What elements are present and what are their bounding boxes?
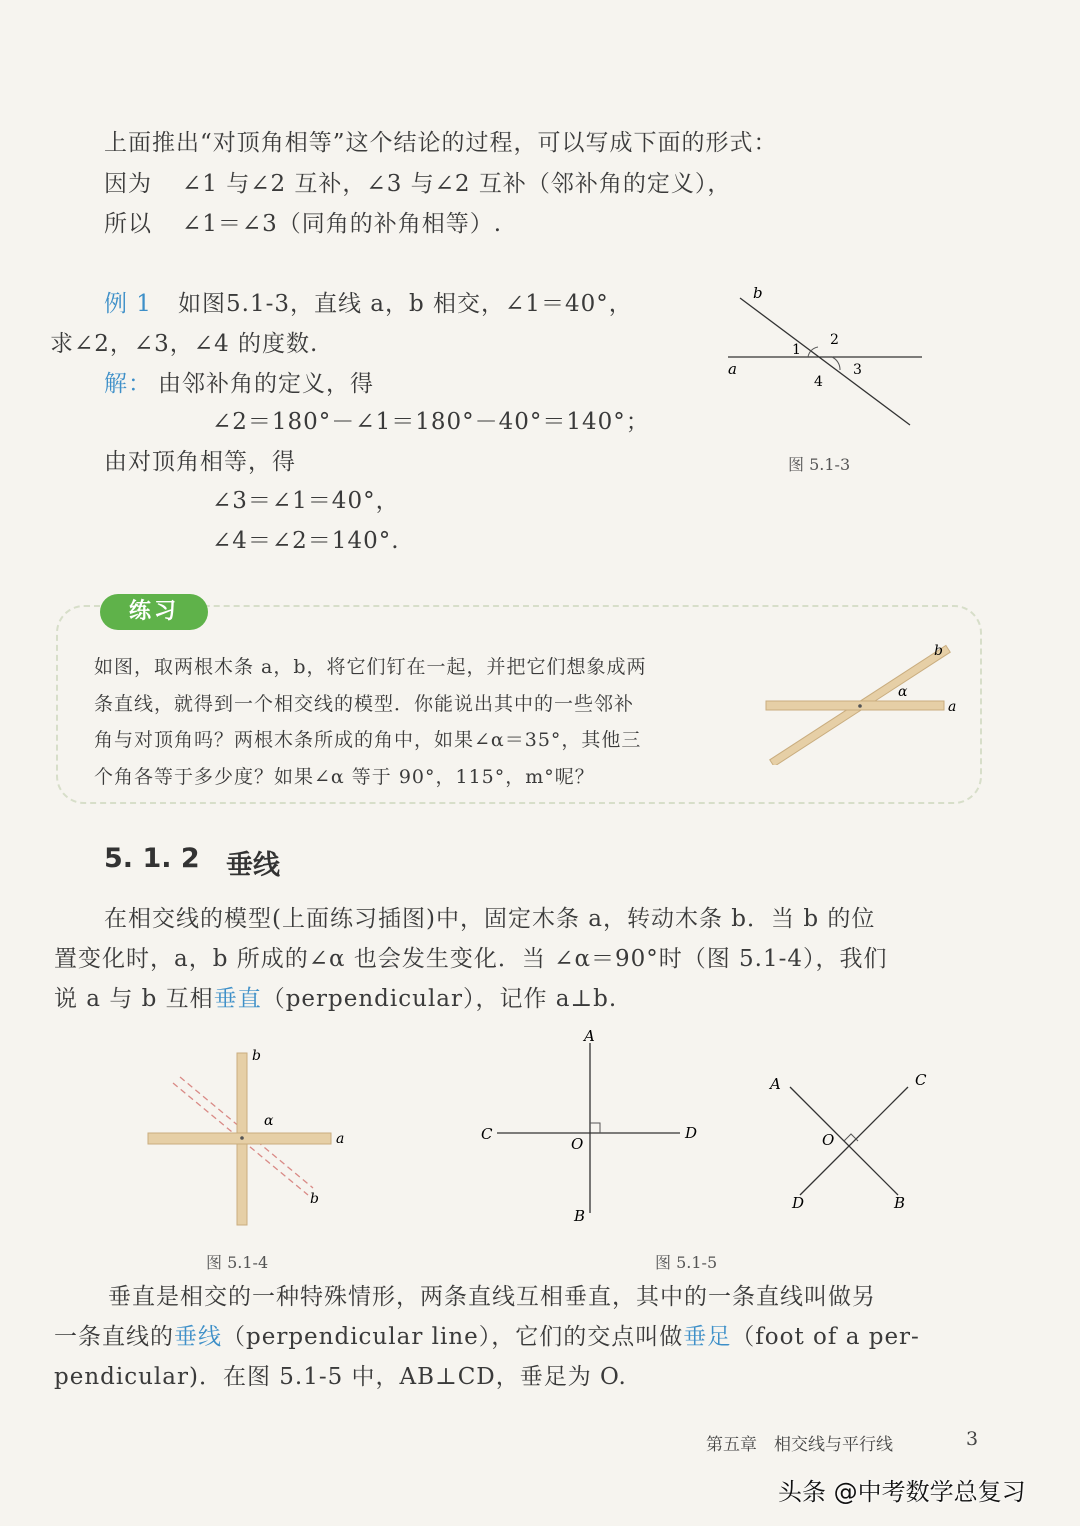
- para1-line-2: 置变化时，a，b 所成的∠α 也会发生变化．当 ∠α＝90°时（图 5.1-4），我们: [54, 946, 888, 972]
- wood-stick-a: [766, 701, 944, 710]
- label-b: b: [753, 284, 763, 302]
- practice-figure: [760, 640, 970, 765]
- label-alpha: α: [264, 1113, 274, 1129]
- figure-5-1-4: [140, 1045, 360, 1230]
- label-O: O: [822, 1131, 835, 1149]
- intro-because-label: 因为: [104, 171, 152, 197]
- para1-line-3-pre: 说 a 与 b 互相: [54, 986, 214, 1012]
- example-line-1: 如图5.1-3，直线 a，b 相交，∠1＝40°，: [178, 291, 633, 317]
- term-perpendicular: 垂直: [213, 986, 262, 1012]
- label-3: 3: [853, 362, 862, 378]
- label-1: 1: [792, 342, 801, 358]
- figure-5-1-3: [720, 280, 940, 430]
- label-b-top: b: [252, 1048, 261, 1064]
- para2-line-3: pendicular)．在图 5.1-5 中，AB⊥CD，垂足为 O.: [54, 1364, 627, 1390]
- figure-5-1-5-left: [475, 1025, 705, 1225]
- section-title: 垂线: [226, 850, 280, 881]
- label-4: 4: [814, 374, 823, 390]
- practice-line-1: 如图，取两根木条 a，b，将它们钉在一起，并把它们想象成两: [94, 656, 647, 678]
- nail-point: [240, 1136, 244, 1140]
- para1-line-1: 在相交线的模型(上面练习插图)中，固定木条 a，转动木条 b．当 b 的位: [104, 906, 876, 932]
- para2-line-2-post: （foot of a per-: [731, 1324, 920, 1350]
- para2-line-2-pre: 一条直线的: [54, 1324, 174, 1350]
- label-A: A: [584, 1027, 595, 1045]
- para1-line-3-post: （perpendicular），记作 a⊥b.: [261, 986, 618, 1012]
- line-CD: [800, 1087, 908, 1195]
- line-b: [740, 298, 910, 425]
- label-2: 2: [830, 332, 839, 348]
- label-A: A: [770, 1075, 781, 1093]
- intro-therefore-text: ∠1＝∠3（同角的补角相等）.: [182, 211, 503, 237]
- figure-5-1-3-caption: 图 5.1-3: [788, 455, 851, 474]
- label-a: a: [336, 1131, 345, 1147]
- practice-line-2: 条直线，就得到一个相交线的模型．你能说出其中的一些邻补: [94, 693, 635, 715]
- right-angle-mark: [590, 1123, 600, 1133]
- label-B: B: [574, 1207, 586, 1225]
- solution-line-1: 由邻补角的定义，得: [158, 371, 374, 397]
- solution-line-2: ∠2＝180°－∠1＝180°－40°＝140°；: [212, 409, 650, 435]
- watermark: 头条 @中考数学总复习: [778, 1478, 1026, 1506]
- label-D: D: [792, 1194, 805, 1212]
- label-D: D: [685, 1124, 698, 1142]
- label-B: B: [894, 1194, 906, 1212]
- label-O: O: [571, 1135, 584, 1153]
- label-b: b: [934, 643, 943, 659]
- intro-therefore-label: 所以: [104, 211, 152, 237]
- solution-line-4: ∠3＝∠1＝40°，: [212, 488, 400, 514]
- page-number: 3: [966, 1428, 979, 1450]
- figure-5-1-5-caption: 图 5.1-5: [655, 1253, 718, 1272]
- label-C: C: [915, 1071, 927, 1089]
- para2-line-2-mid: （perpendicular line），它们的交点叫做: [222, 1324, 684, 1350]
- label-alpha: α: [898, 684, 908, 700]
- wood-stick-a-horizontal: [148, 1133, 331, 1144]
- term-foot-of-perpendicular: 垂足: [683, 1324, 732, 1350]
- example-label: 例 1: [104, 291, 152, 317]
- section-number: 5. 1. 2: [104, 843, 200, 874]
- para1-line-3: [54, 980, 617, 1013]
- figure-5-1-4-caption: 图 5.1-4: [206, 1253, 269, 1272]
- practice-line-3: 角与对顶角吗？两根木条所成的角中，如果∠α＝35°，其他三: [94, 729, 642, 751]
- intro-because-text: ∠1 与∠2 互补，∠3 与∠2 互补（邻补角的定义），: [182, 171, 732, 197]
- label-a: a: [948, 699, 957, 715]
- example-line-2: 求∠2，∠3，∠4 的度数.: [50, 331, 319, 357]
- solution-line-5: ∠4＝∠2＝140°.: [212, 528, 400, 554]
- practice-line-4: 个角各等于多少度？如果∠α 等于 90°，115°，m°呢？: [94, 766, 595, 788]
- nail-point: [858, 704, 862, 708]
- solution-label: 解：: [104, 371, 152, 397]
- label-a: a: [728, 360, 737, 378]
- solution-line-3: 由对顶角相等，得: [104, 449, 296, 475]
- para2-line-1: 垂直是相交的一种特殊情形，两条直线互相垂直，其中的一条直线叫做另: [108, 1284, 876, 1310]
- label-b-dashed: b: [310, 1191, 319, 1207]
- practice-badge: 练习: [100, 594, 208, 630]
- term-perpendicular-line: 垂线: [174, 1324, 222, 1350]
- label-C: C: [481, 1125, 493, 1143]
- intro-line-1: 上面推出“对顶角相等”这个结论的过程，可以写成下面的形式：: [104, 130, 778, 156]
- para2-line-2: [54, 1318, 920, 1351]
- footer-chapter: 第五章 相交线与平行线: [706, 1435, 893, 1455]
- figure-5-1-5-right: [760, 1065, 940, 1215]
